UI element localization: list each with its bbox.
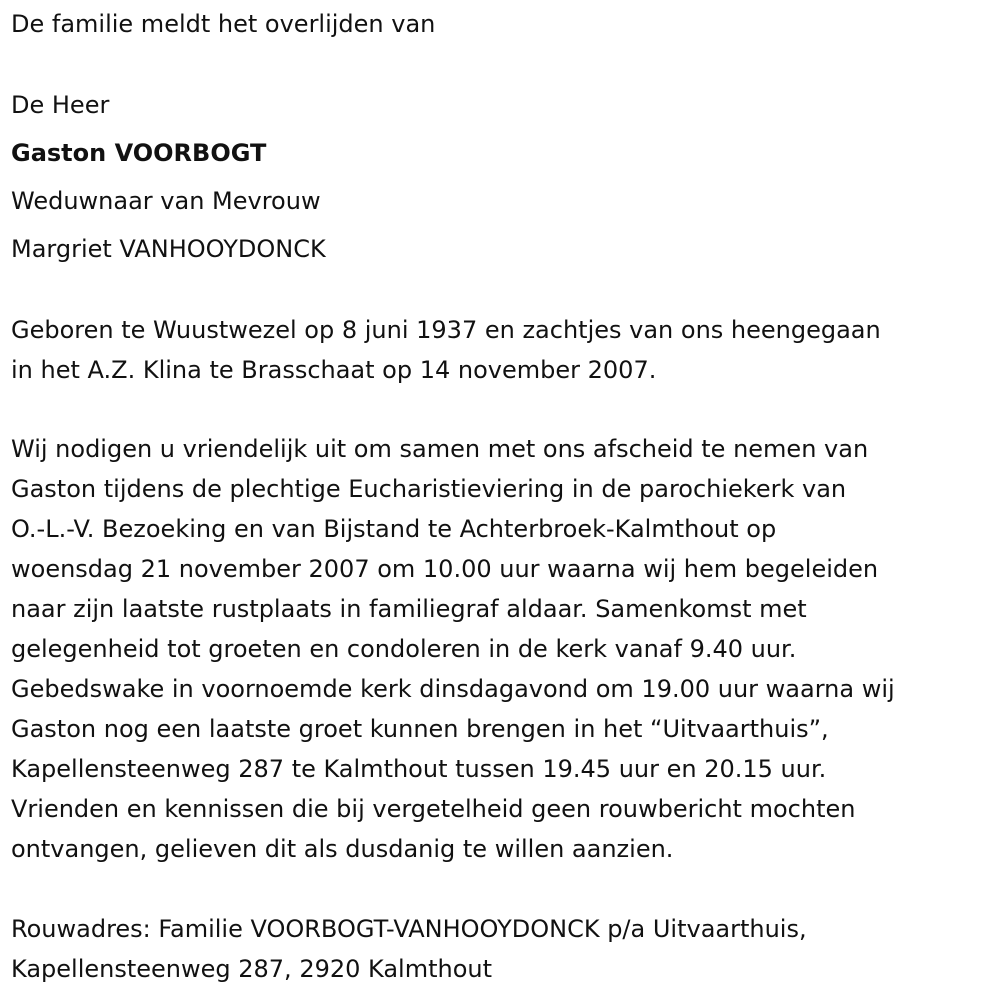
invitation-line: Gaston tijdens de plechtige Eucharistieviering in de parochiekerk van <box>11 475 847 503</box>
invitation-line: Vrienden en kennissen die bij vergetelheid geen rouwbericht mochten <box>11 795 856 823</box>
invitation-line: O.-L.-V. Bezoeking en van Bijstand te Achterbroek-Kalmthout op <box>11 515 777 543</box>
spouse-name: Margriet VANHOOYDONCK <box>11 235 326 263</box>
address-line: Kapellensteenweg 287, 2920 Kalmthout <box>11 955 493 983</box>
intro-text: De familie meldt het overlijden van <box>11 10 436 38</box>
invitation-line: gelegenheid tot groeten en condoleren in de kerk vanaf 9.40 uur. <box>11 635 797 663</box>
birth-line: in het A.Z. Klina te Brasschaat op 14 november 2007. <box>11 356 657 384</box>
invitation-line: Gebedswake in voornoemde kerk dinsdagavond om 19.00 uur waarna wij <box>11 675 895 703</box>
invitation-line: Wij nodigen u vriendelijk uit om samen met ons afscheid te nemen van <box>11 435 869 463</box>
invitation-line: ontvangen, gelieven dit als dusdanig te willen aanzien. <box>11 835 674 863</box>
invitation-line: Gaston nog een laatste groet kunnen brengen in het “Uitvaarthuis”, <box>11 715 829 743</box>
invitation-line: naar zijn laatste rustplaats in familiegraf aldaar. Samenkomst met <box>11 595 807 623</box>
invitation-line: Kapellensteenweg 287 te Kalmthout tussen 19.45 uur en 20.15 uur. <box>11 755 827 783</box>
widower-line: Weduwnaar van Mevrouw <box>11 187 321 215</box>
salutation: De Heer <box>11 91 110 119</box>
address-line: Rouwadres: Familie VOORBOGT-VANHOOYDONCK p/a Uitvaarthuis, <box>11 915 807 943</box>
birth-line: Geboren te Wuustwezel op 8 juni 1937 en zachtjes van ons heengegaan <box>11 316 881 344</box>
invitation-line: woensdag 21 november 2007 om 10.00 uur waarna wij hem begeleiden <box>11 555 879 583</box>
deceased-name: Gaston VOORBOGT <box>11 139 267 167</box>
